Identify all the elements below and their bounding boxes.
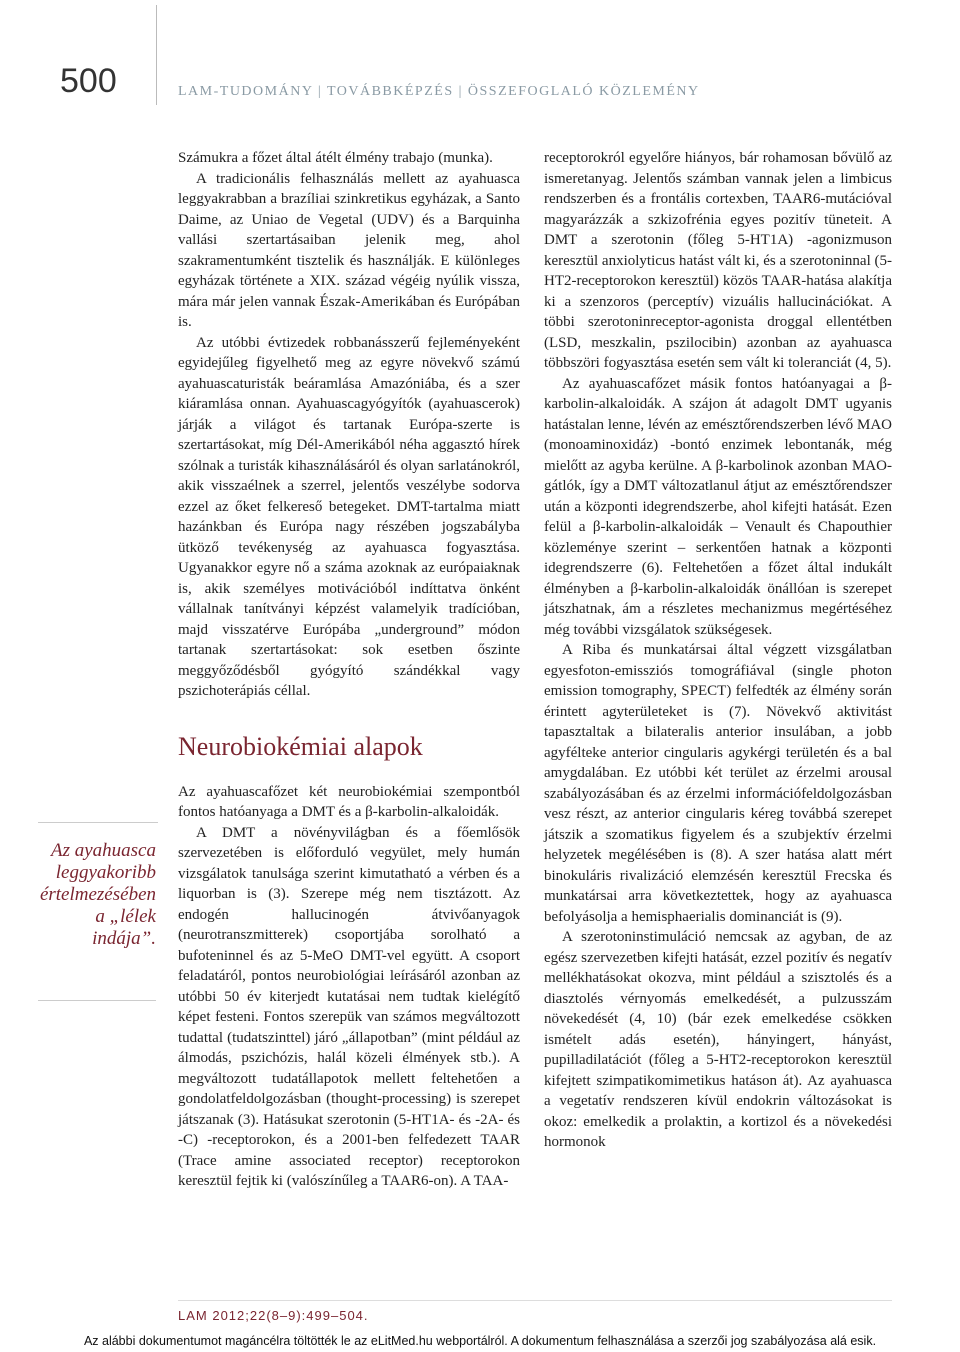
paragraph: A Riba és munkatársai által végzett vizsgálatban egyesfoton-emissziós tomográfiával (single photon emission tomography, SPECT) felfedték az élmény során érintett agyterületeket is (7). Növekvő aktivitást tapasztaltak a bilateralis anterior insulában, a jobb agyfélteke anterior cingularis agykérgi területén és a bal amygdalában. Ez utóbbi két terület az érzelmi arousal szabályozásában és az érzelmi információfeldolgozásban vesz részt, az anterior cingularis kéreg továbbá szerepet játszik a szomatikus figyelem és a szubjektív érzelmi helyzetek megélésében is (8). A szer hatása alatt mért binokuláris rivalizáció elemzésén keresztül Frecska és munkatársai arra következtettek, hogy az ayahuasca befolyásolja a hemisphaerialis dominanciát is (9). (544, 642, 892, 925)
journal-citation: LAM 2012;22(8–9):499–504. (178, 1308, 369, 1323)
left-column (178, 148, 520, 1192)
footer-rule (178, 1300, 892, 1301)
paragraph: A tradicionális felhasználás mellett az ayahuasca leggyakrabban a brazíliai szinkretikus egyházak, a Santo Daime, az Uniao de Vegetal (UDV) és a Barquinha vallási szertartásaiban jelenik meg, ahol szakramentumként tisztelik és használják. E különleges egyházak története a XIX. század végéig nyúlik vissza, mára már jelen vannak Észak-Amerikában és Európában is. (178, 170, 520, 330)
paragraph: A DMT a növényvilágban és a főemlősök szervezetében is előforduló vegyület, mely humán vizsgálatok tanulsága szerint kimutatható a vérben és a liquorban is (3). Szerepe még nem tisztázott. Az endogén hallucinogén átvivőanyagok (neurotranszmitterek) csoportjába sorolható a bufoteninnel és az 5-MeO DMT-vel együtt. A csoport feladatáról, pontos neurobiológiai leírásáról azonban az utóbbi 50 év kiterjedt kutatásai nem tudtak kielégítő képet festeni. Fontos szerepük van számos megváltozott tudattal (tudatszinttel) járó „állapotban” (mint például az álmodás, pszichózis, halál közeli élmények stb.). A megváltozott tudatállapotok mellett feltehetően a gondolatfeldolgozásban (thought-processing) is szerepet játszanak (3). Hatásukat szerotonin (5-HT1A- és -2A- és -C) -receptorokon, és a 2001-ben felfedezett TAAR (Trace amine associated receptor) receptorokon keresztül fejtik ki (valószínűleg a TAAR6-on). A TAA- (178, 824, 520, 1189)
paragraph: Az ayahuascafőzet két neurobiokémiai szempontból fontos hatóanyaga a DMT és a β-karbolin-alkaloidák. (178, 783, 520, 820)
paragraph: Számukra a főzet által átélt élmény trabajo (munka). (178, 150, 493, 166)
download-disclaimer: Az alábbi dokumentumot magáncélra töltötték le az eLitMed.hu webportálról. A dokumentum felhasználása a szerzői jog szabályozása alá esik. (83, 1334, 877, 1348)
paragraph: A szerotoninstimuláció nemcsak az agyban, de az egész szervezetben kifejti hatását, ezzel pozitív és negatív mellékhatásokat okozva, mint például a szisztolés és a diasztolés vérnyomás emelkedését, a pulzusszám növekedését (4, 10) (bár ezek emelkedése csökken ismételt adás esetén), hányingert, hányást, pupilladilatációt (főleg a 5-HT2-receptorokon keresztül kifejtett szimpatikomimetikus hatáson át). Az ayahuasca a vegetatív rendszeren kívül endokrin változásokat is okoz: emelkedik a prolaktin, a kortizol és a növekedési hormonok (544, 929, 892, 1150)
pull-quote: Az ayahuasca leggyakoribb értelmezésében a „lélek indája”. (39, 840, 156, 949)
right-column (544, 148, 892, 1153)
paragraph: receptorokról egyelőre hiányos, bár rohamosan bővülő az ismeretanyag. Jelentős számban vannak jelen a limbicus rendszerben és a frontális cortexben, TAAR6-mutációval magyarázzák a szkizofrénia egyes pozitív tüneteit. A DMT a szerotonin (főleg 5-HT1A) -agonizmuson keresztül anxiolyticus hatást vált ki, és a szerotoninnal (5-HT2-receptorokon keresztül) közös TAAR-hatása alakítja ki a szenzoros (perceptív) vizuális hallucinációkat. A többi szerotoninreceptor-agonista droggal ellentétben (LSD, meszkalin, pszilocibin) azonban az ayahuasca többszöri fogyasztása esetén sem vált ki toleranciát (4, 5). (544, 150, 892, 371)
paragraph: Az ayahuascafőzet másik fontos hatóanyagai a β-karbolin-alkaloidák. A szájon át adagolt DMT ugyanis hatástalan lenne, lévén az emésztőrendszerben lévő MAO (monoaminoxidáz) -bontó enzimek lebontanák, még mielőtt az agyba kerülne. A β-karbolinok azonban MAO-gátlók, így a DMT változatlanul átjut az emésztőrendszer után a központi idegrendszerbe, ahol kifejti hatását. Ezen felül a β-karbolin-alkaloidák – Venault és Chapouthier közleménye szerint – serkentően hatnak a központi idegrendszerre (6). Feltehetően a főzet által indukált élményben a β-karbolin-alkaloidák önállóan is szerepet játszhatnak, ám a részletes mechanizmus megértéséhez még további vizsgálatok szükségesek. (544, 375, 892, 638)
running-head: LAM-TUDOMÁNY | TOVÁBBKÉPZÉS | ÖSSZEFOGLALÓ KÖZLEMÉNY (178, 84, 700, 99)
header-divider (156, 5, 157, 105)
sidebar-rule (38, 1000, 156, 1001)
section-heading: Neurobiokémiai alapok (178, 731, 423, 761)
page-number: 500 (60, 62, 117, 100)
paragraph: Az utóbbi évtizedek robbanásszerű fejleményeként egyidejűleg figyelhető meg az egyre növekvő számú ayahuascaturisták beáramlása Amazóniába, és a szer kiáramlása onnan. Ayahuascagyógyítók (ayahuascerok) járják a világot és tartanak Európa-szerte is szertartásokat, míg Dél-Amerikából néha aggasztó hírek szólnak a turisták kihasználásáról és olyan sarlatánokról, akik visszaélnek a szerrel, jelentős veszélybe sodorva ezzel az őket felkereső betegeket. DMT-tartalma miatt hazánkban és Európa nagy részében jogszabályba ütköző tevékenység az ayahuasca fogyasztása. Ugyanakkor egyre nő a száma azoknak az európaiaknak is, akik személyes motivációból indíttatva önként vállalnak tanítványi képzést valamelyik tradícióban, majd visszatérve Európába „underground” módon tartanak szertartásokat: sok esetben őszinte meggyőződésből gyógyító szándékkal vagy pszichoterápiás céllal. (178, 334, 520, 699)
